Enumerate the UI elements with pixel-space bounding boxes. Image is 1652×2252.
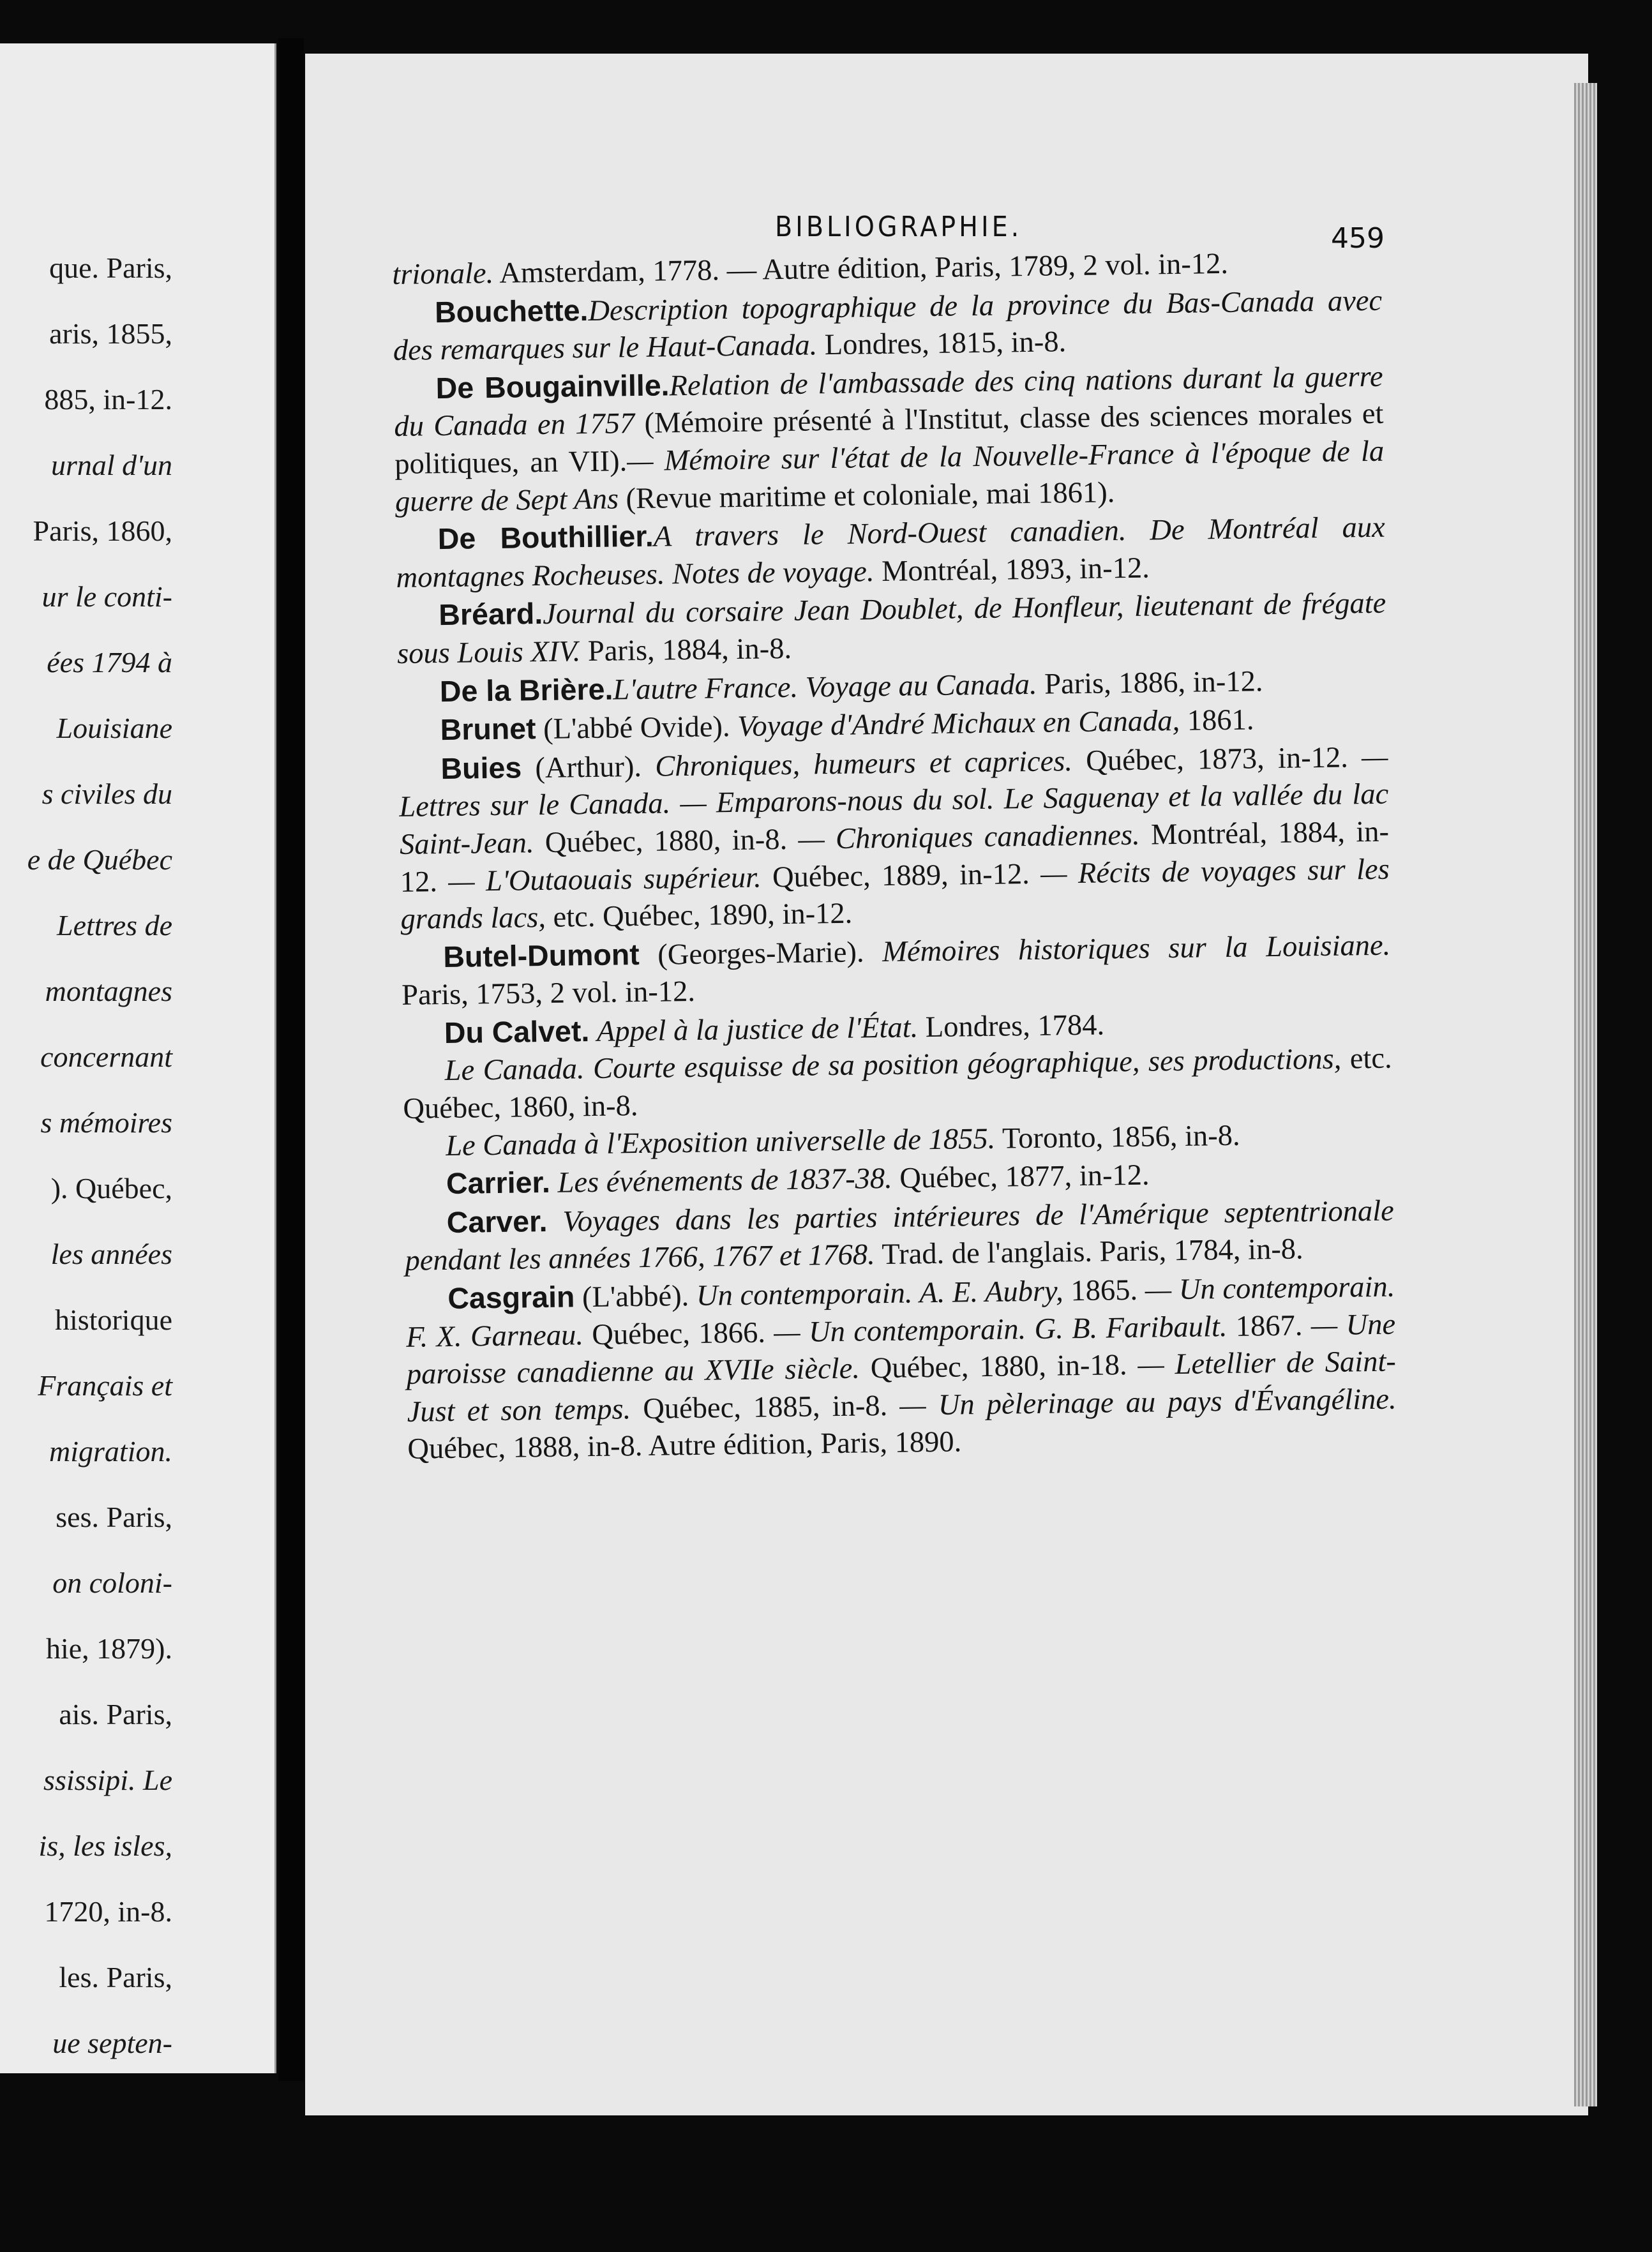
entry-title: Voyages dans les parties intérieures de l'Amérique septentrionale pendant les années 1766, 1767 et 1768.: [405, 1194, 1395, 1278]
left-page-line: montagnes: [45, 975, 172, 1007]
entry-publication: Paris, 1753, 2 vol. in-12.: [401, 975, 696, 1012]
left-page-line: s civiles du: [41, 777, 172, 810]
left-page-line: on coloni-: [52, 1566, 172, 1599]
bibliography-entry: [398, 737, 1390, 938]
entry-author: Carrier.: [446, 1166, 551, 1201]
left-page-line: hie, 1879).: [45, 1632, 172, 1665]
left-page-line: ées 1794 à: [47, 646, 172, 679]
entry-title: — Un contemporain. F. X. Garneau.: [405, 1270, 1395, 1354]
entry-author: Bouchette.: [434, 293, 589, 329]
entry-author: De Bouthillier.: [437, 519, 654, 556]
left-page-line: ). Québec,: [50, 1172, 172, 1205]
bibliography-entry: [393, 357, 1385, 521]
left-page-line: Paris, 1860,: [33, 514, 172, 547]
entry-title: — L'Outaouais supérieur.: [437, 861, 762, 898]
entry-author: Carver.: [446, 1204, 548, 1239]
entry-title: trionale.: [392, 257, 494, 291]
entry-title: Chroniques, humeurs et caprices.: [654, 744, 1073, 783]
entry-title: — Un contemporain. G. B. Faribault.: [765, 1310, 1228, 1349]
entry-title: — Un pèlerinage au pays d'Évangéline.: [887, 1383, 1397, 1422]
bibliography-entry: [402, 1040, 1392, 1128]
entry-publication: Québec, 1866.: [583, 1316, 766, 1351]
entry-author: Bréard.: [439, 597, 543, 632]
entry-publication: Paris, 1884, in-8.: [580, 632, 792, 668]
entry-publication: 1865.: [1063, 1273, 1138, 1308]
left-page-line: Louisiane: [56, 712, 172, 744]
left-page-line: Français et: [38, 1369, 172, 1402]
entry-publication: Québec, 1888, in-8. Autre édition, Paris, 1890.: [407, 1425, 962, 1466]
entry-author: Butel-Dumont: [443, 937, 640, 973]
left-page-line: ses. Paris,: [56, 1501, 172, 1533]
left-page-line: ais. Paris,: [59, 1698, 172, 1730]
left-page-line: is, les isles,: [38, 1829, 172, 1862]
entry-publication: Québec, 1877, in-12.: [892, 1159, 1150, 1196]
left-page-line: que. Paris,: [49, 251, 172, 284]
entry-publication: Québec, 1889, in-12.: [761, 857, 1030, 894]
entry-title: Relation de l'ambassade des cinq nations durant la guerre du Canada en 1757: [394, 360, 1383, 444]
entry-title: Appel à la justice de l'État.: [596, 1011, 919, 1048]
entry-author: De la Brière.: [439, 672, 613, 708]
page-edges: [1574, 83, 1597, 2106]
left-page-line: 885, in-12.: [44, 383, 172, 416]
left-page-line: aris, 1855,: [49, 317, 172, 350]
entry-title: — Chroniques canadiennes.: [786, 818, 1141, 856]
entry-title: A travers le Nord-Ouest canadien. De Montréal aux montagnes Rocheuses. Notes de voyage.: [396, 511, 1386, 594]
bibliography-entry: [395, 508, 1385, 597]
entry-title: Voyage d'André Michaux en Canada,: [737, 705, 1180, 744]
entry-publication: Londres, 1815, in-8.: [816, 326, 1067, 362]
entry-author: Buies: [440, 751, 522, 785]
entry-title: Un contemporain. A. E. Aubry,: [696, 1275, 1064, 1312]
bibliography-entry: [405, 1268, 1397, 1469]
left-page-line: ssissipi. Le: [43, 1764, 172, 1796]
entry-publication: 1867.: [1227, 1309, 1303, 1343]
left-page-line: urnal d'un: [50, 449, 172, 481]
left-page-line: ur le conti-: [41, 580, 172, 613]
entry-author-detail: [589, 1016, 597, 1048]
book-gutter: [278, 38, 304, 2081]
entry-author: Brunet: [440, 712, 536, 747]
entry-publication: (Revue maritime et coloniale, mai 1861).: [618, 476, 1115, 515]
entry-publication: Québec, 1880, in-8.: [534, 823, 788, 860]
left-page-line: s mémoires: [40, 1106, 172, 1139]
entry-title: Le Canada. Courte esquisse de sa position géographique, ses productions,: [444, 1043, 1342, 1088]
entry-publication: Amsterdam, 1778. — Autre édition, Paris, 1789, 2 vol. in-12.: [493, 247, 1229, 290]
entry-publication: Québec, 1880, in-18.: [859, 1349, 1127, 1385]
entry-publication: Trad. de l'anglais. Paris, 1784, in-8.: [875, 1233, 1303, 1272]
entry-publication: Paris, 1886, in-12.: [1037, 664, 1263, 701]
entry-publication: Québec, 1885, in-8.: [630, 1389, 888, 1426]
bibliography-entry: [401, 926, 1391, 1014]
page-number: 459: [1331, 222, 1385, 255]
left-page: [0, 43, 276, 2073]
entry-title: — Mémoire sur l'état de la Nouvelle-France à l'époque de la guerre de Sept Ans: [394, 435, 1385, 518]
entry-title: Le Canada à l'Exposition universelle de 1855.: [445, 1122, 996, 1162]
entry-author-detail: (Georges-Marie).: [639, 935, 883, 972]
running-title: BIBLIOGRAPHIE.: [775, 211, 1023, 243]
entry-title: — Une paroisse canadienne au XVIIe siècle.: [406, 1308, 1396, 1392]
entry-publication: (Mémoire présenté à l'Institut, classe des sciences morales et politiques, an VII).: [394, 398, 1384, 481]
entry-title: Les événements de 1837-38.: [557, 1162, 893, 1199]
left-page-line: les années: [50, 1238, 172, 1270]
bibliography-entry: [404, 1191, 1394, 1280]
left-page-line: historique: [55, 1303, 172, 1336]
left-page-line: concernant: [40, 1040, 172, 1073]
bibliography-entry: [396, 584, 1386, 673]
entry-publication: Montréal, 1893, in-12.: [874, 552, 1150, 588]
entry-author: De Bougainville.: [435, 368, 670, 405]
entry-publication: Montréal, 1884, in-12.: [400, 815, 1390, 899]
left-page-line: e de Québec: [27, 843, 172, 876]
entry-title: — Letellier de Saint-Just et son temps.: [407, 1345, 1397, 1429]
left-page-line: les. Paris,: [59, 1961, 172, 1993]
entry-publication: etc. Québec, 1890, in-12.: [545, 897, 853, 935]
entry-publication: 1861.: [1179, 703, 1254, 738]
left-page-line: ue septen-: [52, 2027, 172, 2059]
bibliography-entry: [393, 281, 1383, 370]
entry-publication: Londres, 1784.: [917, 1009, 1105, 1044]
entry-title: Description topographique de la province du Bas-Canada avec des remarques sur le Haut-Canada.: [393, 284, 1383, 368]
entry-title: Journal du corsaire Jean Doublet, de Honfleur, lieutenant de frégate sous Louis XIV.: [396, 587, 1386, 670]
left-page-line: Lettres de: [57, 909, 172, 942]
bibliography-text: [392, 244, 1397, 1469]
entry-author-detail: [547, 1205, 563, 1238]
entry-author-detail: (L'abbé Ovide).: [536, 710, 738, 746]
entry-author-detail: (Arthur).: [521, 750, 656, 785]
entry-author-detail: (L'abbé).: [574, 1279, 697, 1314]
entry-publication: Québec, 1873, in-12.: [1072, 741, 1349, 777]
entry-author: Du Calvet.: [444, 1014, 590, 1049]
entry-title: — Lettres sur le Canada. — Emparons-nous du sol. Le Saguenay et la vallée du lac Saint-Jean.: [398, 740, 1389, 861]
entry-author: Casgrain: [447, 1280, 575, 1316]
entry-author-detail: [550, 1167, 558, 1199]
left-page-line: migration.: [49, 1435, 172, 1468]
entry-publication: Toronto, 1856, in-8.: [995, 1119, 1240, 1155]
entry-title: L'autre France. Voyage au Canada.: [612, 668, 1037, 707]
entry-publication: etc. Québec, 1860, in-8.: [403, 1042, 1392, 1125]
left-page-line: 1720, in-8.: [44, 1895, 172, 1928]
entry-title: — Récits de voyages sur les grands lacs,: [400, 853, 1390, 936]
entry-title: Mémoires historiques sur la Louisiane.: [882, 929, 1391, 968]
